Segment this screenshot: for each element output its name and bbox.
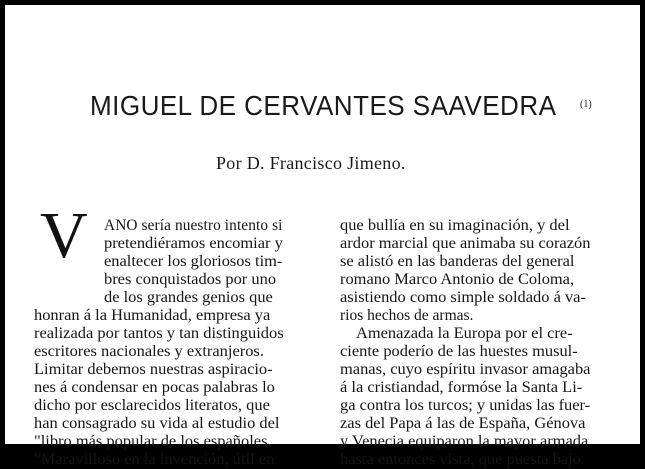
left-line: honran á la Humanidad, empresa ya bbox=[34, 307, 271, 324]
right-line: zas del Papa á las de España, Génova bbox=[340, 415, 586, 432]
left-line: bres conquistados por uno bbox=[104, 271, 277, 288]
left-line: dicho por esclarecidos literatos, que bbox=[34, 397, 270, 414]
left-line: nes á condensar en pocas palabras lo bbox=[34, 379, 275, 396]
right-line: hasta entonces vista, que puesta bajo bbox=[340, 451, 581, 468]
left-line: enaltecer los gloriosos tim- bbox=[104, 253, 283, 270]
left-line: "libro más popular de los españoles. bbox=[34, 433, 272, 450]
left-line: ANO sería nuestro intento si bbox=[104, 217, 283, 234]
left-line: escritores nacionales y extranjeros. bbox=[34, 343, 264, 360]
right-line: y Venecia equiparon la mayor armada bbox=[340, 433, 589, 450]
left-line: de los grandes genios que bbox=[104, 289, 273, 306]
right-line: ardor marcial que animaba su corazón bbox=[340, 235, 591, 252]
right-line: romano Marco Antonio de Coloma, bbox=[340, 271, 575, 288]
document-page bbox=[10, 10, 635, 468]
right-line: ciente poderío de las huestes musul- bbox=[340, 343, 578, 360]
article-title: MIGUEL DE CERVANTES SAAVEDRA bbox=[90, 90, 557, 121]
drop-cap: V bbox=[40, 199, 88, 272]
right-line: se alistó en las banderas del general bbox=[340, 253, 575, 270]
right-line: Amenazada la Europa por el cre- bbox=[356, 325, 573, 342]
right-line: asistiendo como simple soldado á va- bbox=[340, 289, 586, 306]
right-line: rios hechos de armas. bbox=[340, 307, 474, 324]
left-line: Limitar debemos nuestras aspiracio- bbox=[34, 361, 273, 378]
right-line: manas, cuyo espíritu invasor amagaba bbox=[340, 361, 591, 378]
author-byline: Por D. Francisco Jimeno. bbox=[216, 153, 406, 173]
left-line: han consagrado su vida al estudio del bbox=[34, 415, 280, 432]
left-line: realizada por tantos y tan distinguidos bbox=[34, 325, 284, 342]
left-line: "Maravilloso en la invención, útil en bbox=[34, 451, 275, 468]
left-line: pretendiéramos encomiar y bbox=[104, 235, 283, 252]
footnote-reference: (1) bbox=[580, 99, 592, 110]
right-line: á la cristiandad, formóse la Santa Li- bbox=[340, 379, 583, 396]
right-line: ga contra los turcos; y unidas las fuer- bbox=[340, 397, 591, 414]
right-line: que bullía en su imaginación, y del bbox=[340, 217, 570, 234]
